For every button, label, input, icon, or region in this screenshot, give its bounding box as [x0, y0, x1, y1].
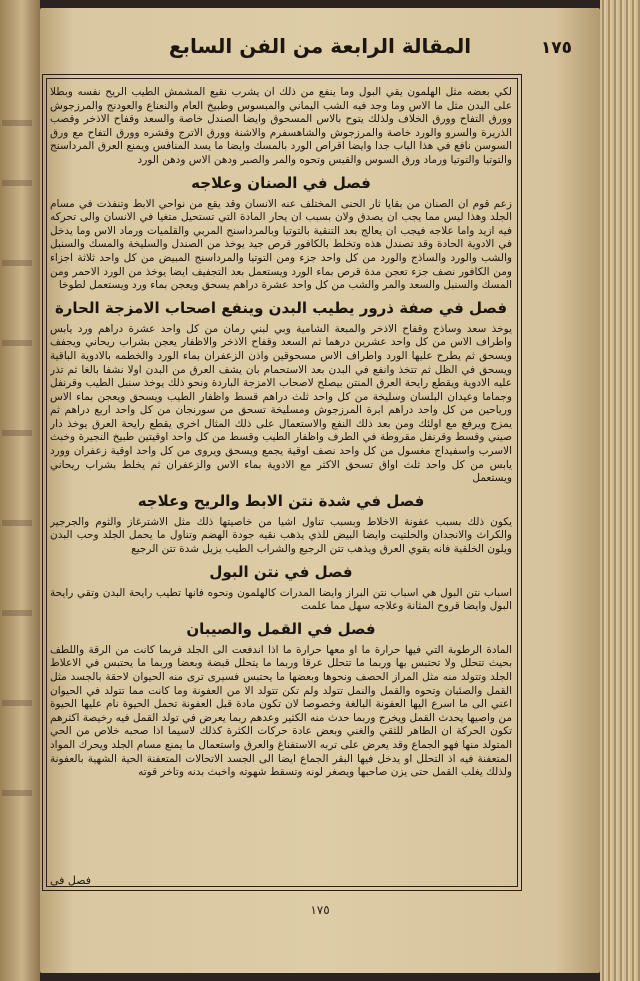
body-paragraph: اسباب نتن البول هي اسباب نتن البراز وايضا المدرات كالهلمون ونحوه فانها تطيب رايحة البدن وتقي رايحة البول وايضا قروح المثانة وعلاجه سهل مما علمت	[50, 586, 512, 613]
page-header	[0, 34, 640, 70]
section-heading: فصل في الصنان وعلاجه	[191, 173, 371, 192]
left-page-text-fragment	[2, 520, 32, 526]
left-page-text-fragment	[2, 260, 32, 266]
section-heading: فصل في شدة نتن الابط والريح وعلاجه	[137, 491, 425, 510]
left-page-text-fragment	[2, 790, 32, 796]
body-paragraph: يكون ذلك بسبب عفونة الاخلاط وبسبب تناول اشيا من خاصيتها ذلك مثل الاشترغاز والثوم والجرجير والكراث والانجدان والحلتيت وايضا البيض للذي يذهب نقيه جودة الهضم وتناول ما يحمل الجلد وحب البدن ويلون الخلقية فانه يقوي العرق ويذهب تتن الرجيع والشراب الطيب يزيل شدة تتن الرجيع	[50, 515, 512, 556]
page-number: ١٧٥	[540, 38, 572, 58]
left-page-text-fragment	[2, 700, 32, 706]
page-stack-edge	[600, 0, 640, 981]
body-paragraph: المادة الرطوبة التي فيها حرارة ما او معها حرارة ما اذا اندفعت الى الجلد فربما كانت من الرقة واللطف بحيث تتحلل ولا تحتبس بها وربما ما تتحلل عرقا وربما ما يتحلل قبضة وبعضا وربما ما يحتبس في الاعلاط الجلد وتتولد منه مثل المراز الحصف ونحوها وبعضها ما يحتبس فسيرى ترى منه الحيوان لاحقة بالجسد مثل القمل والصئبان وتحوه والقمل والنمل تتولد ولم تكن تتولد الا من العفونة وما كانت مما تتولد في الحيوان اعني الى ما اسرع اليها العفونة البالغة وخصوصا لان تكون مادة قبل العفونة تحمل الحيوة نام عليها الحيوة من واصيها يحدث القمل ويخرج وربما حدث منه الكثير وعدهم ربما يعرض في تولد القمل فيه رخيصة اكثرهم تكون الحركة ان الطاهر للثقي والغني وبعض عادة حركات الكثرة كذلك لاسيما اذا صحبه خلاص من الحي المتولد منها فهو الجماع وقد يعرض على تربه الاستفناغ والعرق واستعمال ما يمنع مسام الجلد ويحرك المواد المتعفنة فيه اذ التحلل او يدخل فيها البقر الجماع ايضا الى الجسد الاتحالات المتعفنة الحية الشهية بالعفونة ولذلك يغلب القمل حتى يزن صاحبها ويصغر لونه وتسقط شهوته واخبث بدنه وتاخر قوته	[50, 643, 512, 779]
running-title: المقالة الرابعة من الفن السابع	[168, 34, 472, 58]
page-body	[50, 86, 512, 881]
left-page-text-fragment	[2, 180, 32, 186]
section-heading: فصل في نتن البول	[209, 562, 353, 581]
left-page-edge	[0, 0, 40, 981]
left-page-text-fragment	[2, 120, 32, 126]
left-page-text-fragment	[2, 430, 32, 436]
catchword: فصل في	[50, 874, 92, 887]
body-paragraph: زعم قوم ان الصنان من بقايا ثار الحنى المختلف عنه الانسان وقد يقع من نواحي الابط وتنفذت في مسام الجلد وهذا ليس مما يجب ان يصدق ولان بسبب ان يحار المادة التي تستحيل متغيا في الانسان والى تحركه فيه ازيد واما علاجه فيجب ان يعالج بعد التنقية بالتوتيا وبالمرداسنج المربي والقلميات ورماد الاس وما يدخل في الادوية الحادة وقد تصندل هذه وتخلط بالكافور قرص جيد يوخذ من الصندل والسليخة والمسك والسنبل والشب والورد والساذج والورد من كل واحد جزء ومن التوتيا والمرداسنج المبيض من كل واحد ثلاثة اجزاء ومن الكافور نصف جزء تعجن مدة قرص بماء الورد ويستعمل بعد التجفيف ايضا يوخذ من الورد الاحمر ومن المسك والسنبل والسعد والمر والشب من كل واحد عشرة دراهم يسحق ويعجن بماء ورد ويستعمل لطوخا	[50, 197, 512, 292]
left-page-text-fragment	[2, 340, 32, 346]
bottom-page-number: ١٧٥	[310, 903, 330, 917]
left-page-text-fragment	[2, 610, 32, 616]
section-heading: فصل في القمل والصيبان	[186, 619, 376, 638]
body-paragraph: يوخذ سعد وساذج وقفاح الاذخر والمبعة الشامية وبي لبني رمان من كل واحد عشرة دراهم ورد يابس واطراف الاس من كل واحد عشرين درهما ثم السعد وقفاح الاذخر والاظفار يعجن بشراب ريحاني ويجفف ويسحق ثم يطرح عليها الورد واطراف الاس مسحوقين واذن الزعفران بماء الورد والخطمه بالادوية الباقية ويسحق في الظل ثم تتخذ وانفع في البدن بعد الاستحمام بان يشف العرق من البدن اولا نشفا بالغا ثم تذر عليه الادوية ويقطع رايحة العرق المنتن بيصلح لاصحاب الامزجة الباردة ونحو ذلك يوخذ سنبل الطيب وقرنفل وجماما وعيدان البلسان وسليخة من كل واحد ثلث دراهم قسط واظفار الطيب ويسحق ويعجن بماء الاس ورياحين من كل واحد دراهم ابرة المرزجوش ومسليخة تسحق من سورنجان من كل واحد اربع دراهم ثم يمزج ويرفع مع اولئك ومن بعد ذلك النفع والاستعمال على ذلك المثال اخرى يقطع رايحة العرق يوخذ دار صيني وقسط وقرنفل مقروطة في الطرف واظفار الطيب وقسط من كل واحد اوقيتين طبيخ النجيرة وخبث الاسرب واسفيداج مغسول من كل واحد نصف اوقية يجمع ويسحق ويروى من كل واحد اوقية زعفران وورد يابس من كل واحد ثلث اواق تسحق الاكثر مع الادوية بماء الاس والزعفران ثم يخلط بشراب ريحاني ويستعمل	[50, 322, 512, 485]
body-paragraph: لكي بعضه مثل الهلمون يقي البول وما ينفع من ذلك ان يشرب نقيع المشمش الطيب الريح نفسه وبطلا على البدن مثل ما الاس وما وجد فيه الشب اليماني والمبسوس وطبيخ العام والنعناع والعودنج والمرزجوش وورق التفاح وورق الخلاف ولذلك يتوح بالاس المسحوق وايضا الصندل خاصة والسعد وقفاح الاذخر وقصب الذريرة والسرو والورد خاصة والمرزجوش والشاهسفرم والاشنة وورق الاترج وقشره وورق التفاح مع ورق السوسن نافع في هذا الباب جدا وايضا اقراص الورد بالمسك وايضا ما يسد المنافس ويمنع العرق المرداسنج والتوتيا والتوتيا ورماد ورق السوس والقيس وتحوه والمر والصبر ودهن الاس ودهن الورد	[50, 86, 512, 166]
section-heading: فصل في صفة ذرور يطيب البدن وينفع اصحاب الامزجة الحارة	[54, 298, 508, 317]
